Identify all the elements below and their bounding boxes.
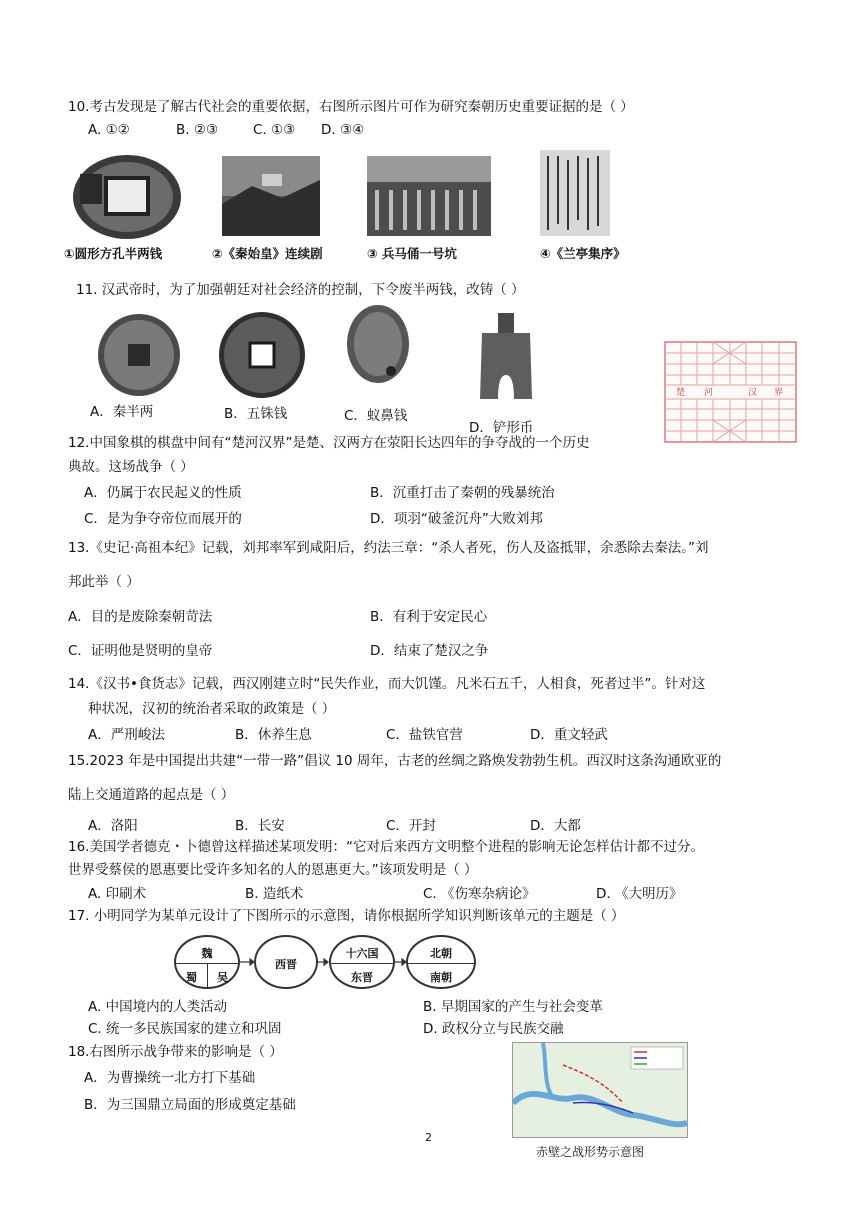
- q12-stem-line2: 典故。这场战争（ ）: [68, 459, 194, 475]
- node-xijin: 西晋: [275, 958, 297, 971]
- q15-option-a: A．洛阳: [88, 818, 138, 834]
- caption-coin: ①圆形方孔半两钱: [64, 246, 163, 261]
- q14-stem-line2: 种状况，汉初的统治者采取的政策是（ ）: [88, 701, 336, 717]
- drama-still-photo: [222, 156, 320, 236]
- node-dongjin: 东晋: [351, 971, 373, 984]
- map-caption: 赤壁之战形势示意图: [536, 1145, 645, 1159]
- q15-option-c: C．开封: [386, 818, 436, 834]
- q16-option-d: D. 《大明历》: [596, 886, 683, 902]
- q16-stem-line1: 16.美国学者德克・卜德曾这样描述某项发明：“它对后来西方文明整个进程的影响无论怎样估计都不过分。: [68, 839, 704, 855]
- dynasty-flow-diagram: [172, 933, 478, 991]
- q12-stem-line1: 12.中国象棋的棋盘中间有“楚河汉界”是楚、汉两方在荥阳长达四年的争夺战的一个历史: [68, 435, 590, 451]
- q13-option-d: D．结束了楚汉之争: [370, 643, 489, 659]
- q14-stem-line1: 14.《汉书•食货志》记载，西汉刚建立时“民失作业，而大饥馑。凡米石五千，人相食，死者过半”。针对这: [68, 676, 706, 692]
- q15-stem-line1: 15.2023 年是中国提出共建“一带一路”倡议 10 周年，古老的丝绸之路焕发勃勃生机。西汉时这条沟通欧亚的: [68, 753, 722, 769]
- q13-option-b: B．有利于安定民心: [370, 609, 488, 625]
- q10-option-a: A. ①②: [88, 122, 130, 138]
- board-text-jie: 界: [774, 388, 784, 398]
- q18-option-b: B．为三国鼎立局面的形成奠定基础: [84, 1097, 296, 1113]
- q16-option-b: B. 造纸术: [245, 886, 304, 902]
- q14-option-a: A．严刑峻法: [88, 727, 165, 743]
- q16-option-a: A. 印刷术: [88, 886, 147, 902]
- caption-terracotta: ③ 兵马俑一号坑: [367, 246, 457, 261]
- q10-option-c: C. ①③: [253, 122, 296, 138]
- node-three-kingdoms: [174, 935, 240, 989]
- q11-option-d: D．铲形币: [469, 420, 534, 436]
- q16-option-c: C. 《伤寒杂病论》: [423, 886, 536, 902]
- board-text-chu: 楚: [676, 388, 686, 398]
- q10-option-b: B. ②③: [176, 122, 219, 138]
- q17-stem: 17. 小明同学为某单元设计了下图所示的示意图，请你根据所学知识判断该单元的主题是（ ）: [68, 908, 625, 924]
- node-wu: 吴: [217, 971, 228, 984]
- chibi-battle-map: [512, 1042, 688, 1138]
- q18-option-a: A．为曹操统一北方打下基础: [84, 1070, 256, 1086]
- page-number: 2: [425, 1131, 432, 1144]
- qin-half-liang-coin-photo: [96, 312, 182, 398]
- node-sixteen-kingdoms: 十六国: [345, 947, 379, 960]
- q13-option-c: C．证明他是贤明的皇帝: [68, 643, 213, 659]
- q17-option-b: B. 早期国家的产生与社会变革: [423, 999, 603, 1015]
- node-shu: 蜀: [186, 971, 197, 984]
- q11-option-a: A．秦半两: [90, 404, 154, 420]
- q10-option-d: D. ③④: [321, 122, 365, 138]
- q11-stem: 11. 汉武帝时，为了加强朝廷对社会经济的控制，下令废半两钱，改铸（ ）: [76, 282, 525, 298]
- half-liang-coin-photo: [68, 152, 186, 242]
- q13-stem-line1: 13.《史记·高祖本纪》记载，刘邦率军到咸阳后，约法三章：“杀人者死，伤人及盗抵罪，余悉除去秦法。”刘: [68, 540, 709, 556]
- ant-nose-coin-photo: [345, 303, 411, 385]
- spade-coin-photo: [476, 313, 536, 401]
- caption-calligraphy: ④《兰亭集序》: [540, 246, 626, 261]
- terracotta-pit-photo: [367, 156, 491, 236]
- node-nanchao: 南朝: [430, 971, 452, 984]
- q18-stem: 18.右图所示战争带来的影响是（ ）: [68, 1044, 283, 1060]
- q17-option-d: D. 政权分立与民族交融: [423, 1021, 564, 1037]
- board-text-he: 河: [704, 388, 714, 398]
- q14-option-c: C．盐铁官营: [386, 727, 463, 743]
- q12-option-a: A．仍属于农民起义的性质: [84, 485, 242, 501]
- q15-stem-line2: 陆上交通道路的起点是（ ）: [68, 787, 235, 803]
- q11-option-b: B．五铢钱: [224, 406, 288, 422]
- q11-option-c: C．蚁鼻钱: [344, 408, 408, 424]
- q13-option-a: A．目的是废除秦朝苛法: [68, 609, 213, 625]
- node-beichao: 北朝: [430, 947, 452, 960]
- node-sixteen-eastern-jin: [329, 935, 395, 989]
- q14-option-d: D．重文轻武: [530, 727, 608, 743]
- q12-option-b: B．沉重打击了秦朝的残暴统治: [370, 485, 555, 501]
- q12-option-c: C．是为争夺帝位而展开的: [84, 511, 242, 527]
- q17-option-a: A. 中国境内的人类活动: [88, 999, 228, 1015]
- caption-drama: ②《秦始皇》连续剧: [212, 246, 323, 261]
- q10-stem: 10.考古发现是了解古代社会的重要依据，右图所示图片可作为研究秦朝历史重要证据的是（ ）: [68, 99, 634, 115]
- q15-option-d: D．大都: [530, 818, 581, 834]
- q17-option-c: C. 统一多民族国家的建立和巩固: [88, 1021, 282, 1037]
- wuzhu-coin-photo: [217, 310, 307, 400]
- node-north-south-dynasties: [406, 935, 476, 989]
- calligraphy-photo: [540, 150, 610, 236]
- q16-stem-line2: 世界受蔡侯的恩惠要比受许多知名的人的恩惠更大。”该项发明是（ ）: [68, 862, 478, 878]
- board-text-han: 汉: [748, 388, 758, 398]
- node-western-jin: [254, 935, 318, 989]
- q12-option-d: D．项羽“破釜沉舟”大败刘邦: [370, 511, 543, 527]
- q13-stem-line2: 邦此举（ ）: [68, 574, 140, 590]
- q14-option-b: B．休养生息: [235, 727, 312, 743]
- q15-option-b: B．长安: [235, 818, 285, 834]
- chess-board-image: [664, 341, 797, 443]
- node-wei: 魏: [201, 947, 213, 960]
